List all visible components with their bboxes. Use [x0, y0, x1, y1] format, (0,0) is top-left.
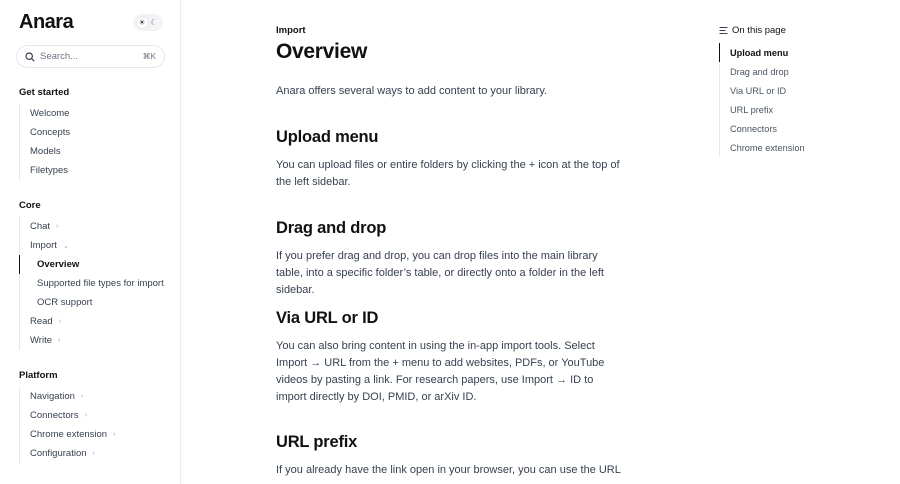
sidebar-item-read[interactable]	[20, 312, 169, 331]
sidebar-item-filetypes[interactable]	[20, 161, 169, 180]
sidebar-item-label: Models	[30, 146, 61, 157]
body-upload-menu: You can upload files or entire folders by clicking the + icon at the top of the left sidebar.	[276, 159, 620, 188]
nav-group-get-started	[19, 104, 169, 180]
sidebar-item-label: Overview	[37, 259, 80, 270]
toc-list	[719, 43, 869, 157]
chevron-right-icon: ›	[56, 223, 59, 230]
chevron-right-icon: ›	[80, 393, 84, 400]
logo[interactable]: Anara	[19, 11, 74, 33]
list-icon	[719, 26, 728, 35]
section-platform: Platform	[19, 370, 58, 381]
sidebar-item-chrome-extension[interactable]	[20, 425, 169, 444]
page-title: Overview	[276, 40, 367, 63]
sidebar-item-label: Supported file types for import	[37, 278, 164, 289]
sidebar-item-overview[interactable]	[20, 255, 169, 274]
body-drag-and-drop: If you prefer drag and drop, you can drop files into the main library table, into a specific folder’s table, or directly onto a folder in the left sidebar.	[276, 250, 604, 296]
sidebar-item-label: Import	[30, 240, 57, 251]
sidebar-item-supported-file-types[interactable]	[20, 274, 169, 293]
search-input[interactable]	[16, 45, 165, 68]
search-placeholder: Search...	[40, 51, 79, 62]
sidebar	[0, 0, 181, 484]
toc-item-url-prefix[interactable]: URL prefix	[730, 104, 774, 115]
sidebar-item-models[interactable]	[20, 142, 169, 161]
toc-item-upload-menu[interactable]: Upload menu	[720, 43, 869, 62]
theme-toggle[interactable]	[133, 14, 163, 31]
nav-group-core	[19, 217, 169, 350]
chevron-right-icon: ›	[84, 412, 87, 419]
sidebar-item-configuration[interactable]	[20, 444, 169, 463]
section-core: Core	[19, 200, 41, 211]
sidebar-item-label: OCR support	[37, 297, 93, 308]
intro-text: Anara offers several ways to add content to your library.	[276, 85, 548, 97]
chevron-right-icon: ›	[92, 450, 95, 457]
sidebar-item-connectors[interactable]	[20, 406, 169, 425]
breadcrumb: Import	[276, 25, 306, 36]
body-url-prefix: If you already have the link open in your browser, you can use the URL	[276, 464, 621, 476]
sidebar-item-label: Concepts	[30, 127, 71, 138]
sidebar-item-label: Connectors	[30, 410, 79, 421]
toc-item-connectors[interactable]: Connectors	[730, 123, 777, 134]
nav-group-platform	[19, 387, 169, 463]
sun-icon[interactable]: ☀	[138, 18, 146, 27]
sidebar-item-label: Chat	[30, 221, 51, 232]
search-icon	[25, 52, 35, 62]
sidebar-item-label: Chrome extension	[30, 429, 108, 440]
heading-drag-and-drop: Drag and drop	[276, 219, 387, 237]
sidebar-item-label: Welcome	[30, 108, 70, 119]
sidebar-item-welcome[interactable]	[20, 104, 169, 123]
heading-url-prefix: URL prefix	[276, 433, 358, 451]
sidebar-item-navigation[interactable]	[20, 387, 169, 406]
search-shortcut: ⌘K	[142, 52, 156, 61]
sidebar-item-label: Write	[30, 335, 52, 346]
sidebar-item-ocr-support[interactable]	[20, 293, 169, 312]
body-via-url-or-id: You can also bring content in using the in-app import tools. Select Import → URL from the + menu to add websites, PDFs, or YouTube videos by pasting a link. For research papers, use Import → ID to import directly by DOI, PMID, or arXiv ID.	[276, 340, 605, 403]
chevron-right-icon: ›	[58, 318, 62, 325]
chevron-right-icon: ›	[58, 337, 61, 344]
sidebar-item-write[interactable]	[20, 331, 169, 350]
sidebar-item-label: Configuration	[30, 448, 87, 459]
toc-title: On this page	[732, 25, 786, 36]
sidebar-item-label: Navigation	[30, 391, 75, 402]
chevron-right-icon: ›	[113, 431, 116, 438]
sidebar-item-label: Filetypes	[30, 165, 69, 176]
moon-icon[interactable]: ☾	[150, 18, 158, 27]
section-get-started: Get started	[19, 87, 70, 98]
sidebar-item-chat[interactable]	[20, 217, 169, 236]
toc-header	[719, 25, 786, 36]
heading-via-url-or-id: Via URL or ID	[276, 309, 379, 327]
sidebar-item-import[interactable]	[20, 236, 169, 255]
toc-item-via-url-or-id[interactable]: Via URL or ID	[730, 85, 787, 96]
sidebar-item-concepts[interactable]	[20, 123, 169, 142]
sidebar-item-label: Read	[30, 316, 53, 327]
toc-item-chrome-extension[interactable]: Chrome extension	[730, 142, 805, 153]
heading-upload-menu: Upload menu	[276, 128, 379, 146]
chevron-down-icon: ⌄	[62, 242, 69, 250]
toc-item-drag-and-drop[interactable]: Drag and drop	[730, 66, 789, 77]
